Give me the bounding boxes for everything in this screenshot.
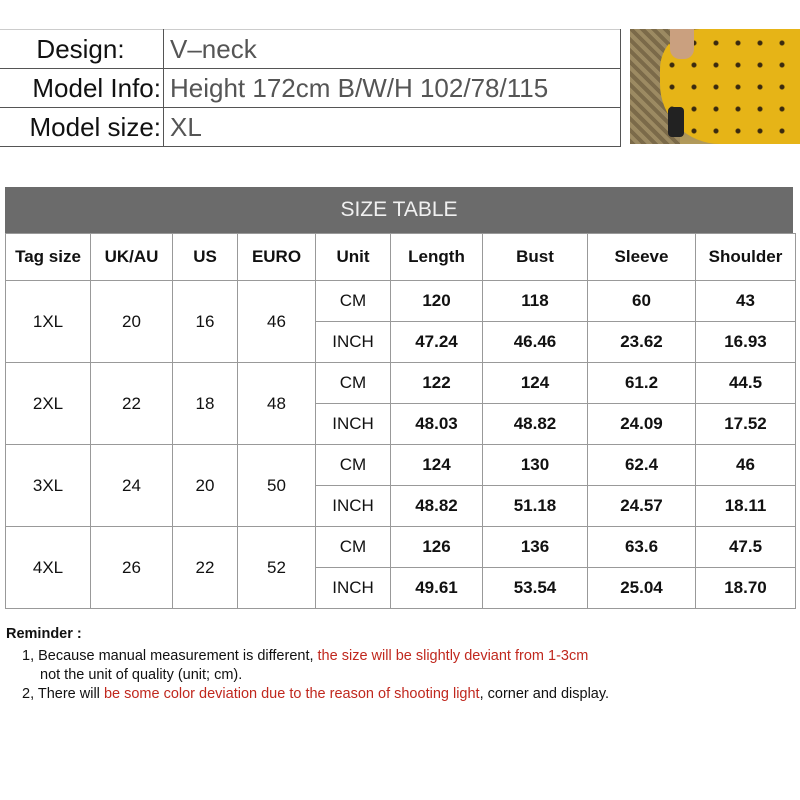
info-row-model-info (0, 69, 621, 108)
length-cell: 48.82 (391, 486, 483, 527)
unit-cell: INCH (316, 486, 391, 527)
col-header-uk-au: UK/AU (91, 234, 173, 281)
sleeve-cell: 25.04 (588, 568, 696, 609)
info-key: Model size: (0, 108, 164, 147)
info-value: V–neck (164, 30, 621, 69)
length-cell: 48.03 (391, 404, 483, 445)
unit-cell: CM (316, 445, 391, 486)
euro-cell: 48 (238, 363, 316, 445)
model-info-table (0, 29, 621, 147)
euro-cell: 52 (238, 527, 316, 609)
shoulder-cell: 18.70 (696, 568, 796, 609)
size-table-title: SIZE TABLE (5, 187, 793, 233)
euro-cell: 46 (238, 281, 316, 363)
length-cell: 47.24 (391, 322, 483, 363)
sleeve-cell: 60 (588, 281, 696, 322)
info-row-model-size (0, 108, 621, 147)
sleeve-cell: 24.57 (588, 486, 696, 527)
reminder-line-2 (22, 685, 796, 704)
col-header-unit: Unit (316, 234, 391, 281)
uk-au-cell: 20 (91, 281, 173, 363)
shoulder-cell: 16.93 (696, 322, 796, 363)
reminder-highlight: the size will be slightly deviant from 1-3cm (317, 648, 589, 664)
shoulder-cell: 43 (696, 281, 796, 322)
uk-au-cell: 26 (91, 527, 173, 609)
reminder-section (6, 626, 796, 704)
info-row-design (0, 30, 621, 69)
us-cell: 22 (173, 527, 238, 609)
col-header-tag-size: Tag size (6, 234, 91, 281)
reminder-highlight: be some color deviation due to the reason of shooting light (103, 686, 480, 702)
shoulder-cell: 17.52 (696, 404, 796, 445)
bust-cell: 51.18 (483, 486, 588, 527)
sleeve-cell: 24.09 (588, 404, 696, 445)
length-cell: 120 (391, 281, 483, 322)
unit-cell: INCH (316, 322, 391, 363)
length-cell: 126 (391, 527, 483, 568)
unit-cell: INCH (316, 404, 391, 445)
unit-cell: CM (316, 281, 391, 322)
info-key: Design: (0, 30, 164, 69)
bust-cell: 46.46 (483, 322, 588, 363)
euro-cell: 50 (238, 445, 316, 527)
tag-size-cell: 1XL (6, 281, 91, 363)
reminder-text: , corner and display. (479, 686, 610, 702)
product-photo (630, 29, 800, 144)
shoulder-cell: 18.11 (696, 486, 796, 527)
sleeve-cell: 62.4 (588, 445, 696, 486)
shoulder-cell: 47.5 (696, 527, 796, 568)
bust-cell: 53.54 (483, 568, 588, 609)
unit-cell: CM (316, 527, 391, 568)
tag-size-cell: 4XL (6, 527, 91, 609)
reminder-text: 1, Because manual measurement is different, (22, 648, 318, 664)
tag-size-cell: 3XL (6, 445, 91, 527)
reminder-line-1-continued: not the unit of quality (unit; cm). (40, 667, 243, 683)
col-header-us: US (173, 234, 238, 281)
info-key: Model Info: (0, 69, 164, 108)
size-table-header-row (6, 234, 796, 281)
col-header-euro: EURO (238, 234, 316, 281)
size-table (5, 233, 796, 609)
sleeve-cell: 61.2 (588, 363, 696, 404)
col-header-length: Length (391, 234, 483, 281)
handbag-graphic (668, 107, 684, 137)
bust-cell: 136 (483, 527, 588, 568)
table-row (6, 445, 796, 486)
length-cell: 49.61 (391, 568, 483, 609)
uk-au-cell: 24 (91, 445, 173, 527)
bust-cell: 130 (483, 445, 588, 486)
col-header-bust: Bust (483, 234, 588, 281)
reminder-title: Reminder : (6, 626, 82, 642)
table-row (6, 527, 796, 568)
table-row (6, 281, 796, 322)
info-value: Height 172cm B/W/H 102/78/115 (164, 69, 621, 108)
us-cell: 18 (173, 363, 238, 445)
table-row (6, 363, 796, 404)
us-cell: 16 (173, 281, 238, 363)
bust-cell: 118 (483, 281, 588, 322)
us-cell: 20 (173, 445, 238, 527)
shoulder-cell: 46 (696, 445, 796, 486)
bust-cell: 124 (483, 363, 588, 404)
info-value: XL (164, 108, 621, 147)
sleeve-cell: 23.62 (588, 322, 696, 363)
shoulder-cell: 44.5 (696, 363, 796, 404)
reminder-line-1 (22, 647, 796, 666)
bust-cell: 48.82 (483, 404, 588, 445)
unit-cell: CM (316, 363, 391, 404)
unit-cell: INCH (316, 568, 391, 609)
tag-size-cell: 2XL (6, 363, 91, 445)
sleeve-cell: 63.6 (588, 527, 696, 568)
arm-graphic (670, 29, 694, 59)
reminder-text: 2, There will (22, 686, 104, 702)
length-cell: 122 (391, 363, 483, 404)
col-header-sleeve: Sleeve (588, 234, 696, 281)
col-header-shoulder: Shoulder (696, 234, 796, 281)
uk-au-cell: 22 (91, 363, 173, 445)
length-cell: 124 (391, 445, 483, 486)
